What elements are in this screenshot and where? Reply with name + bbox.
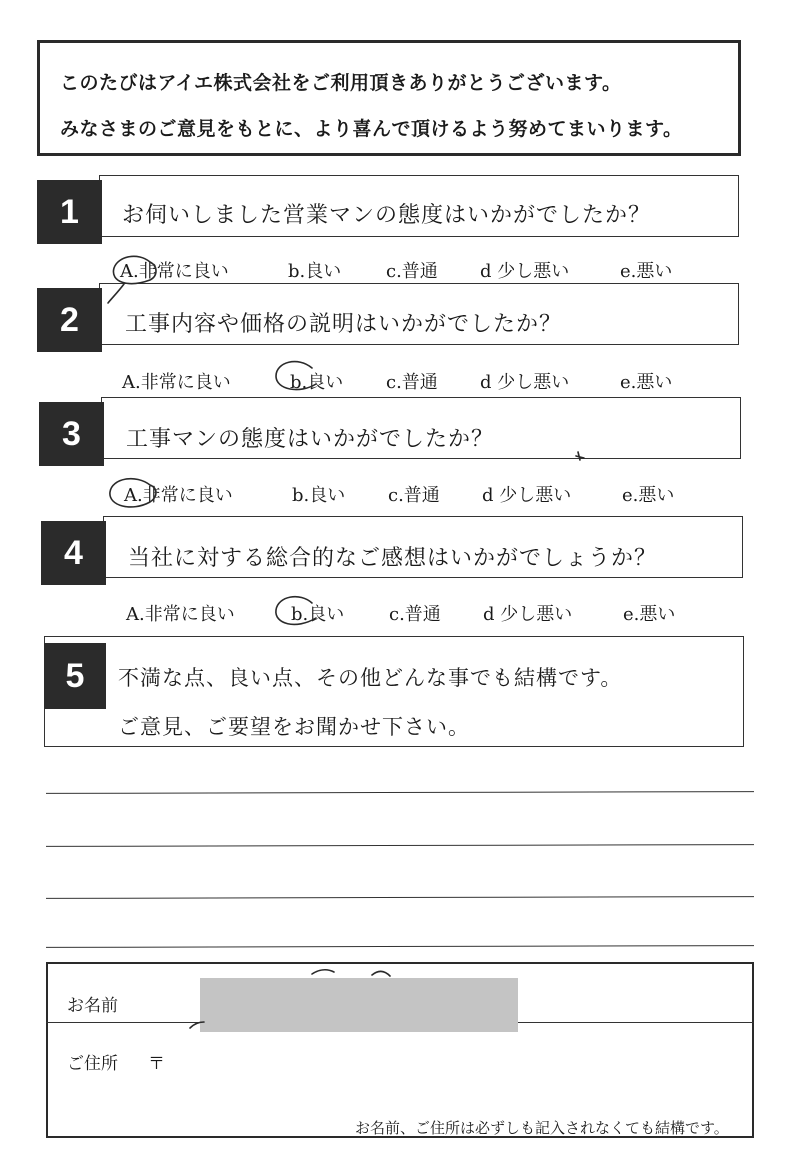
q2-option-a[interactable]: A.非常に良い [122, 372, 231, 393]
q1-option-e[interactable]: e.悪い [620, 261, 673, 282]
question-4-number: 4 [41, 521, 106, 585]
question-5-number: 5 [44, 643, 106, 709]
q3-option-a[interactable]: A.非常に良い [124, 485, 233, 506]
q1-option-b[interactable]: b.良い [288, 261, 342, 282]
question-5-line-1: 不満な点、良い点、その他どんな事でも結構です。 [118, 666, 623, 690]
answer-line-3[interactable] [46, 896, 754, 899]
q2-option-e[interactable]: e.悪い [620, 372, 673, 393]
q4-option-a[interactable]: A.非常に良い [126, 604, 235, 625]
name-label: お名前 [67, 996, 118, 1016]
q1-option-d[interactable]: d 少し悪い [480, 261, 570, 282]
q4-option-b[interactable]: b.良い [291, 604, 345, 625]
question-4-text: 当社に対する総合的なご感想はいかがでしょうか？ [128, 546, 658, 571]
q4-option-d[interactable]: d 少し悪い [483, 604, 573, 625]
address-label: ご住所 [67, 1054, 118, 1074]
q2-option-b[interactable]: b.良い [290, 372, 344, 393]
q4-option-c[interactable]: c.普通 [389, 604, 441, 625]
q2-option-d[interactable]: d 少し悪い [480, 372, 570, 393]
intro-line-2: みなさまのご意見をもとに、より喜んで頂けるよう努めてまいります。 [60, 118, 683, 140]
answer-line-2[interactable] [46, 844, 754, 847]
q3-option-d[interactable]: d 少し悪い [482, 485, 572, 506]
q3-option-e[interactable]: e.悪い [622, 485, 675, 506]
question-3-text: 工事マンの態度はいかがでしたか？ [126, 427, 495, 452]
optional-note: お名前、ご住所は必ずしも記入されなくても結構です。 [355, 1119, 729, 1137]
answer-line-4[interactable] [46, 945, 754, 948]
question-3-number: 3 [39, 402, 104, 466]
q4-option-e[interactable]: e.悪い [623, 604, 676, 625]
q1-option-c[interactable]: c.普通 [386, 261, 438, 282]
question-5-line-2: ご意見、ご要望をお聞かせ下さい。 [118, 715, 470, 739]
intro-line-1: このたびはアイエ株式会社をご利用頂きありがとうございます。 [60, 72, 622, 94]
q3-option-b[interactable]: b.良い [292, 485, 346, 506]
q1-option-a[interactable]: A.非常に良い [120, 261, 229, 282]
intro-box [37, 40, 741, 156]
question-2-number: 2 [37, 288, 102, 352]
postal-mark: 〒 [148, 1054, 165, 1074]
redacted-name [200, 978, 518, 1032]
question-1-text: お伺いしました営業マンの態度はいかがでしたか？ [122, 203, 652, 228]
q2-option-c[interactable]: c.普通 [386, 372, 438, 393]
question-2-text: 工事内容や価格の説明はいかがでしたか？ [125, 312, 563, 337]
question-1-number: 1 [37, 180, 102, 244]
answer-line-1[interactable] [46, 791, 754, 794]
q3-option-c[interactable]: c.普通 [388, 485, 440, 506]
